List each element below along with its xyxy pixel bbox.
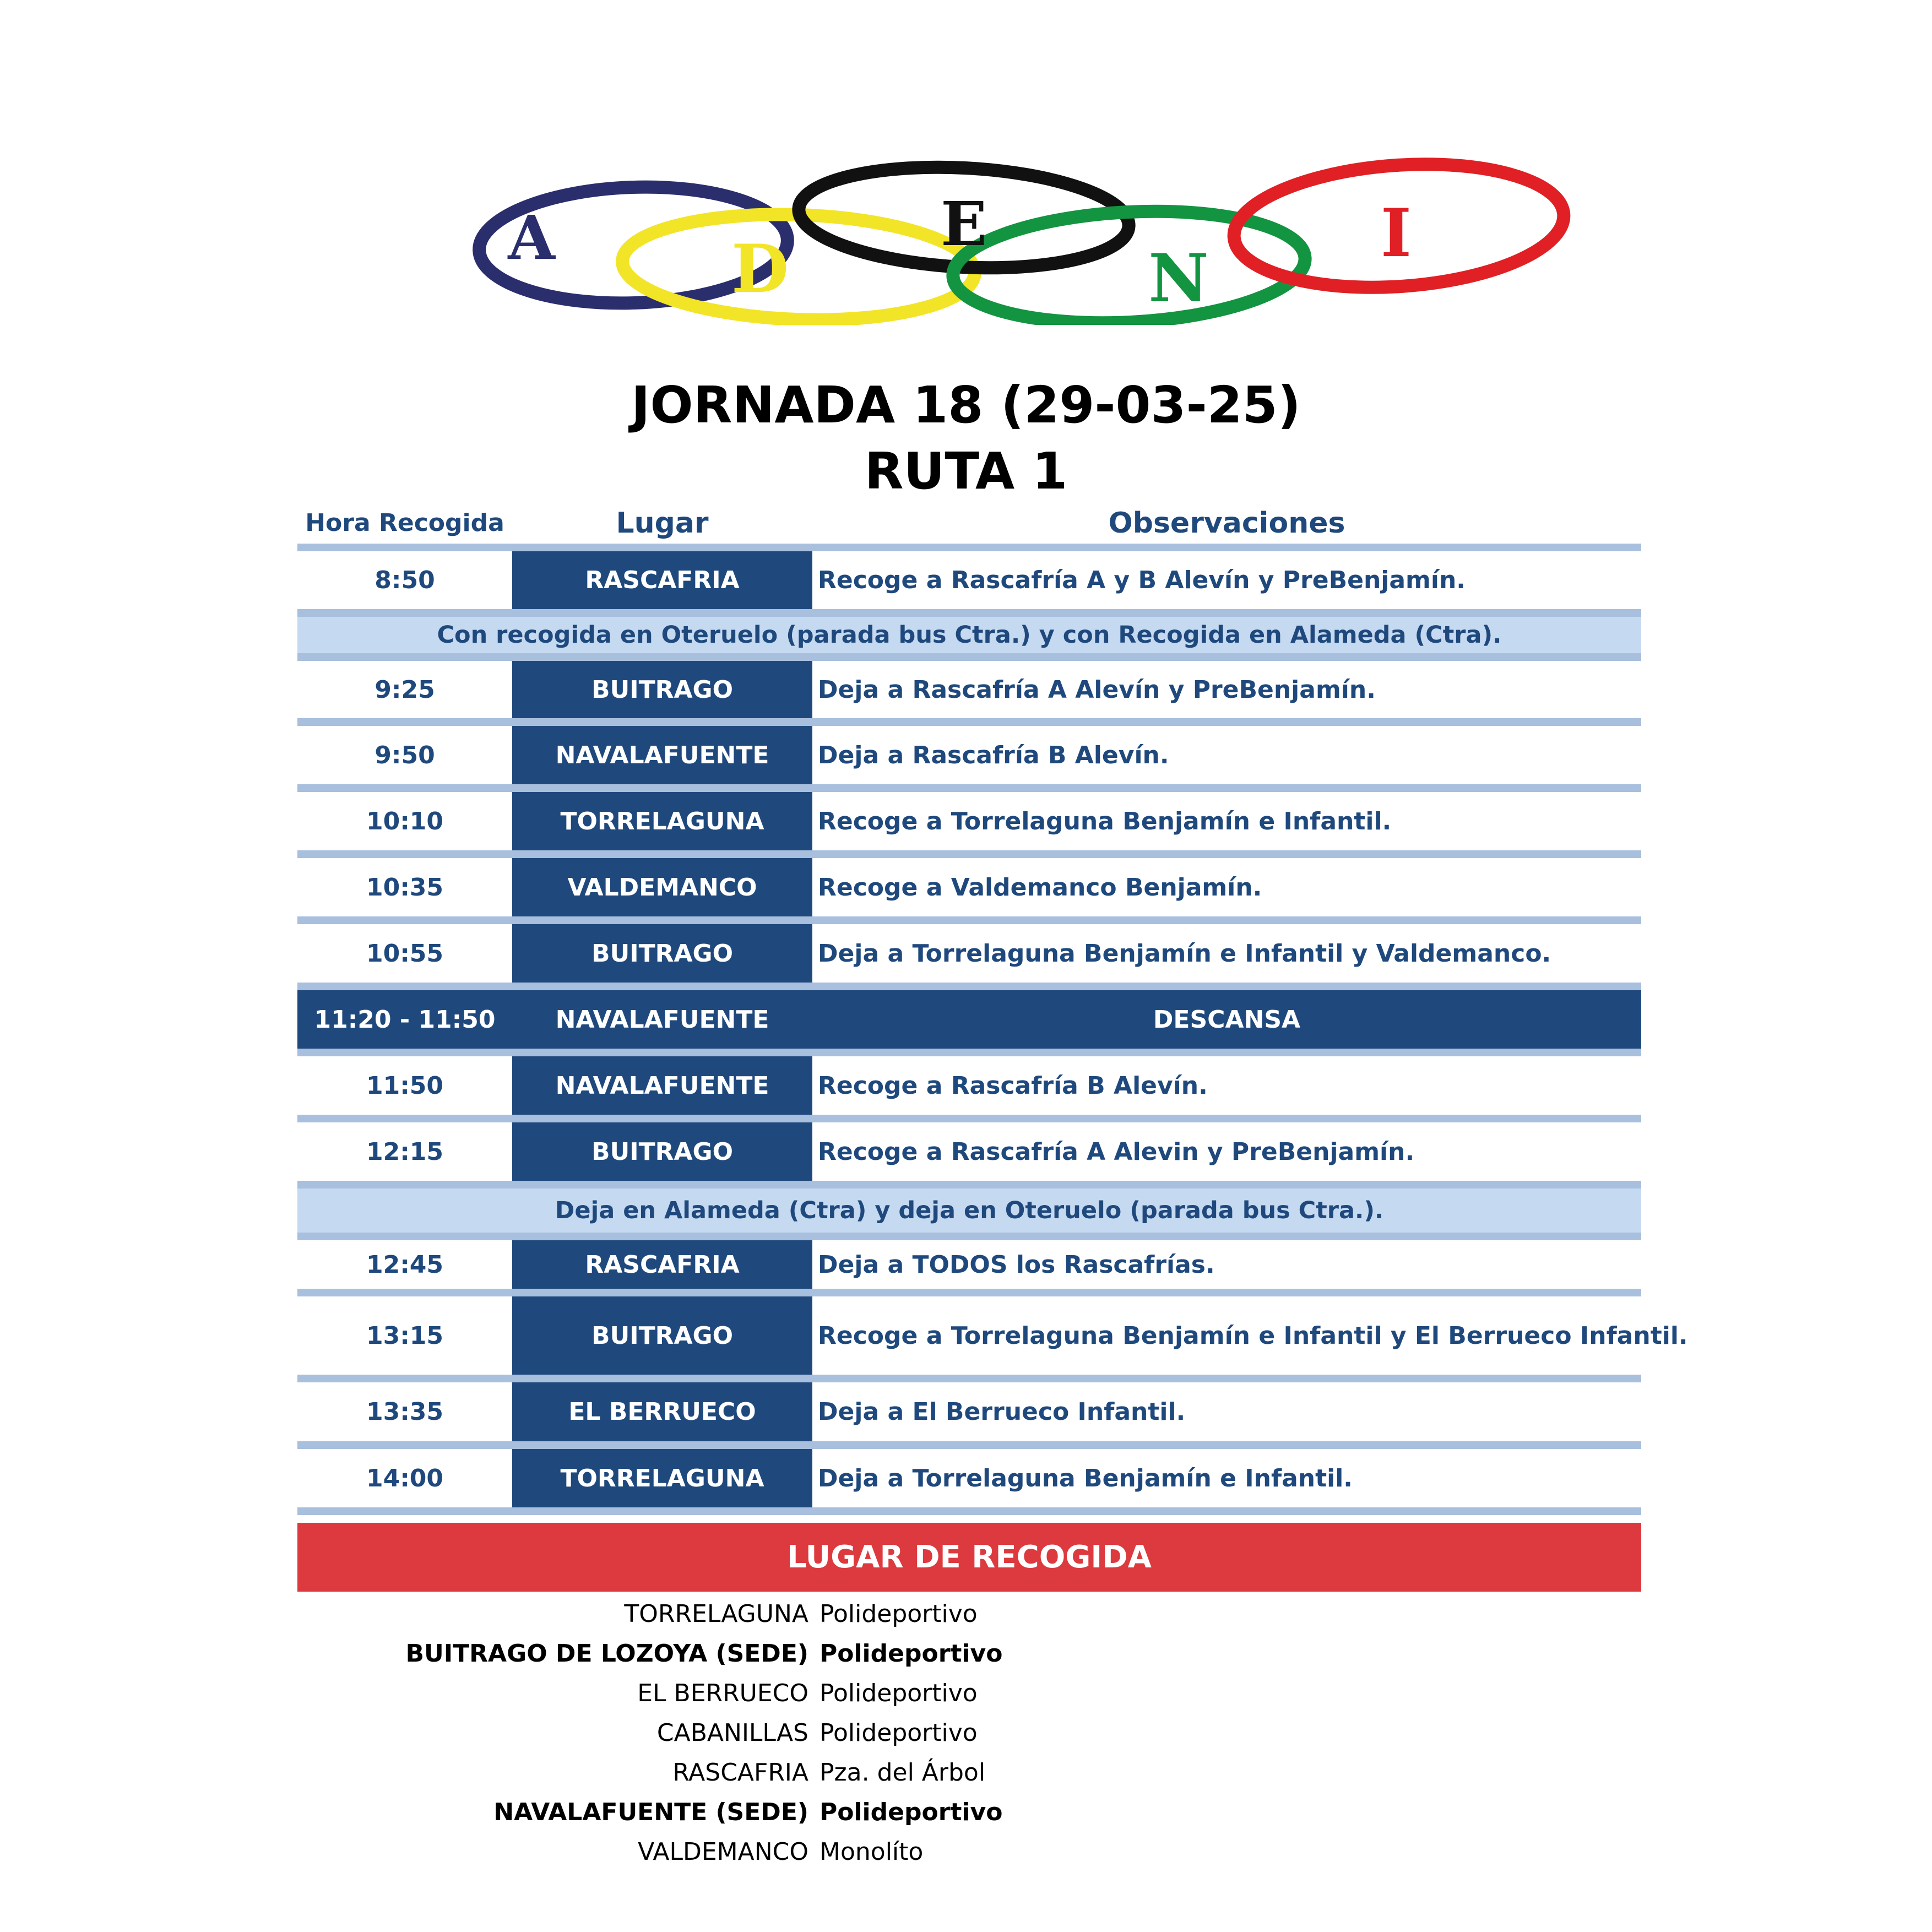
row-hora: 11:20 - 11:50 (314, 1005, 496, 1034)
place-spot: Pza. del Árbol (820, 1759, 986, 1787)
place-item (0, 1832, 1932, 1872)
schedule-row (297, 1240, 1641, 1289)
place-item (0, 1793, 1932, 1832)
row-hora: 12:45 (366, 1250, 444, 1279)
row-observaciones: Recoge a Rascafría A y B Alevín y PreBenjamín. (818, 566, 1466, 594)
row-hora: 11:50 (366, 1071, 444, 1100)
logo-letter-e: E (941, 188, 987, 259)
row-separator (297, 1115, 1641, 1122)
place-name: CABANILLAS (656, 1719, 808, 1747)
schedule-row (297, 726, 1641, 784)
place-item (0, 1753, 1932, 1793)
row-lugar: BUITRAGO (512, 924, 812, 983)
row-observaciones: Deja a Torrelaguna Benjamín e Infantil y Valdemanco. (818, 939, 1551, 968)
place-item (0, 1594, 1932, 1634)
schedule-row (297, 792, 1641, 850)
place-name: TORRELAGUNA (624, 1600, 808, 1628)
logo-letter-n: N (1148, 240, 1209, 317)
place-name: VALDEMANCO (638, 1838, 808, 1866)
schedule-row (297, 1122, 1641, 1181)
place-name: NAVALAFUENTE (SEDE) (493, 1798, 808, 1826)
row-observaciones: DESCANSA (1153, 1005, 1301, 1034)
row-observaciones: Recoge a Valdemanco Benjamín. (818, 873, 1262, 902)
row-lugar: VALDEMANCO (512, 858, 812, 916)
row-separator (297, 609, 1641, 617)
column-header-observaciones: Observaciones (1108, 507, 1345, 540)
row-hora: 10:35 (366, 873, 444, 902)
row-lugar: EL BERRUECO (512, 1382, 812, 1441)
row-observaciones: Recoge a Rascafría A Alevin y PreBenjamín. (818, 1137, 1415, 1166)
row-lugar: NAVALAFUENTE (512, 990, 812, 1049)
logo-letter-i: I (1380, 194, 1412, 272)
row-lugar: TORRELAGUNA (512, 1449, 812, 1507)
row-lugar: RASCAFRIA (512, 1240, 812, 1289)
row-observaciones: Recoge a Torrelaguna Benjamín e Infantil y El Berrueco Infantil. (818, 1321, 1688, 1350)
route-note: Deja en Alameda (Ctra) y deja en Oteruelo (parada bus Ctra.). (297, 1188, 1641, 1233)
row-observaciones: Deja a Torrelaguna Benjamín e Infantil. (818, 1464, 1353, 1493)
row-hora: 12:15 (366, 1137, 444, 1166)
schedule-row-rest (297, 990, 1641, 1049)
row-lugar: NAVALAFUENTE (512, 1056, 812, 1115)
place-name: EL BERRUECO (637, 1679, 808, 1707)
place-spot: Polideportivo (820, 1679, 978, 1707)
page-title: JORNADA 18 (29-03-25) (631, 376, 1301, 435)
row-observaciones: Recoge a Torrelaguna Benjamín e Infantil. (818, 807, 1392, 835)
schedule-row (297, 1382, 1641, 1441)
column-header-lugar: Lugar (616, 507, 709, 540)
pickup-places-banner: LUGAR DE RECOGIDA (297, 1523, 1641, 1592)
schedule-row (297, 661, 1641, 718)
schedule-row (297, 1296, 1688, 1375)
row-lugar: NAVALAFUENTE (512, 726, 812, 784)
schedule-row (297, 858, 1641, 916)
row-separator (297, 1049, 1641, 1056)
row-lugar: BUITRAGO (512, 1122, 812, 1181)
row-hora: 9:50 (375, 741, 435, 769)
row-separator (297, 983, 1641, 990)
row-hora: 13:15 (366, 1321, 444, 1350)
row-hora: 14:00 (366, 1464, 444, 1493)
schedule-row (297, 1056, 1641, 1115)
row-separator (297, 653, 1641, 661)
row-observaciones: Deja a El Berrueco Infantil. (818, 1398, 1186, 1426)
row-hora: 8:50 (375, 566, 435, 594)
place-name: BUITRAGO DE LOZOYA (SEDE) (405, 1640, 808, 1668)
schedule-row (297, 924, 1641, 983)
place-spot: Monolíto (820, 1838, 924, 1866)
row-observaciones: Deja a TODOS los Rascafrías. (818, 1250, 1215, 1279)
row-hora: 10:10 (366, 807, 444, 835)
row-observaciones: Recoge a Rascafría B Alevín. (818, 1071, 1208, 1100)
place-item (0, 1674, 1932, 1713)
page-subtitle: RUTA 1 (864, 442, 1068, 501)
logo-letter-d: D (731, 230, 789, 308)
place-item (0, 1713, 1932, 1753)
place-name: RASCAFRIA (672, 1759, 808, 1787)
column-header-hora: Hora Recogida (305, 509, 504, 537)
row-lugar: BUITRAGO (512, 1296, 812, 1375)
row-separator (297, 1233, 1641, 1240)
row-lugar: RASCAFRIA (512, 551, 812, 609)
row-separator (297, 1289, 1641, 1296)
schedule-row (297, 551, 1641, 609)
schedule-row (297, 1449, 1641, 1507)
place-spot: Polideportivo (820, 1719, 978, 1747)
row-observaciones: Deja a Rascafría A Alevín y PreBenjamín. (818, 675, 1376, 704)
row-hora: 13:35 (366, 1398, 444, 1426)
row-separator (297, 850, 1641, 858)
row-separator (297, 1507, 1641, 1515)
route-note: Con recogida en Oteruelo (parada bus Ctra.) y con Recogida en Alameda (Ctra). (297, 617, 1641, 653)
row-separator (297, 1441, 1641, 1449)
row-hora: 10:55 (366, 939, 444, 968)
row-separator (297, 784, 1641, 792)
place-item (0, 1634, 1932, 1674)
row-separator (297, 718, 1641, 726)
row-lugar: BUITRAGO (512, 661, 812, 718)
row-separator (297, 1375, 1641, 1382)
place-spot: Polideportivo (820, 1640, 1003, 1668)
row-separator (297, 916, 1641, 924)
place-spot: Polideportivo (820, 1600, 978, 1628)
row-observaciones: Deja a Rascafría B Alevín. (818, 741, 1169, 769)
row-separator (297, 544, 1641, 551)
row-separator (297, 1181, 1641, 1188)
row-lugar: TORRELAGUNA (512, 792, 812, 850)
row-hora: 9:25 (375, 675, 435, 704)
place-spot: Polideportivo (820, 1798, 1003, 1826)
adeni-logo (352, 157, 1578, 325)
logo-letter-a: A (508, 202, 555, 273)
